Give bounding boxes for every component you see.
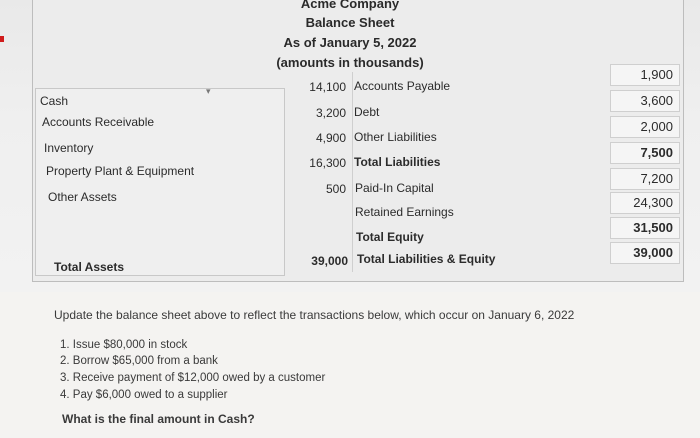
asset-label-other: Other Assets <box>48 190 117 204</box>
question-ask: What is the final amount in Cash? <box>62 412 255 426</box>
le-label-paid-in-capital: Paid-In Capital <box>355 181 434 195</box>
question-intro: Update the balance sheet above to reflect the transactions below, which occur on January 6, 2022 <box>54 308 575 322</box>
transaction-2: 2. Borrow $65,000 from a bank <box>60 355 218 367</box>
le-value-other-liabilities: 2,000 <box>610 116 680 138</box>
asset-value-cash: 14,100 <box>309 80 346 94</box>
le-label-debt: Debt <box>354 105 380 119</box>
asset-value-inventory: 4,900 <box>315 131 346 145</box>
le-value-total-equity: 31,500 <box>610 217 680 239</box>
le-label-other-liabilities: Other Liabilities <box>354 130 437 144</box>
asset-value-ppe: 16,300 <box>309 156 346 170</box>
asset-label-ppe: Property Plant & Equipment <box>46 164 195 178</box>
le-value-debt: 3,600 <box>610 90 680 112</box>
asset-label-receivable: Accounts Receivable <box>42 115 155 129</box>
asset-value-receivable: 3,200 <box>315 106 346 120</box>
company-title: Acme Company <box>300 0 400 11</box>
asset-label-inventory: Inventory <box>44 141 94 155</box>
le-label-total-le: Total Liabilities & Equity <box>357 252 496 266</box>
statement-title: Balance Sheet <box>305 15 395 30</box>
statement-date: As of January 5, 2022 <box>283 35 417 50</box>
transaction-4: 4. Pay $6,000 owed to a supplier <box>60 389 228 401</box>
total-assets-label: Total Assets <box>54 260 125 274</box>
le-value-paid-in-capital: 7,200 <box>610 168 680 190</box>
transaction-3: 3. Receive payment of $12,000 owed by a customer <box>60 372 326 384</box>
total-assets-value: 39,000 <box>311 254 348 268</box>
le-value-total-le: 39,000 <box>610 242 680 264</box>
le-value-retained-earnings: 24,300 <box>610 192 680 214</box>
asset-value-other: 500 <box>325 182 346 196</box>
le-label-total-liabilities: Total Liabilities <box>354 155 441 169</box>
caret-icon: ▾ <box>206 86 211 96</box>
transaction-1: 1. Issue $80,000 in stock <box>60 339 188 351</box>
le-label-retained-earnings: Retained Earnings <box>355 205 454 219</box>
units-note: (amounts in thousands) <box>276 55 424 70</box>
le-label-total-equity: Total Equity <box>356 230 424 244</box>
column-divider <box>352 72 353 272</box>
le-value-accounts-payable: 1,900 <box>610 64 680 86</box>
asset-label-cash: Cash <box>40 94 69 108</box>
le-value-total-liabilities: 7,500 <box>610 142 680 164</box>
le-label-accounts-payable: Accounts Payable <box>354 79 451 93</box>
